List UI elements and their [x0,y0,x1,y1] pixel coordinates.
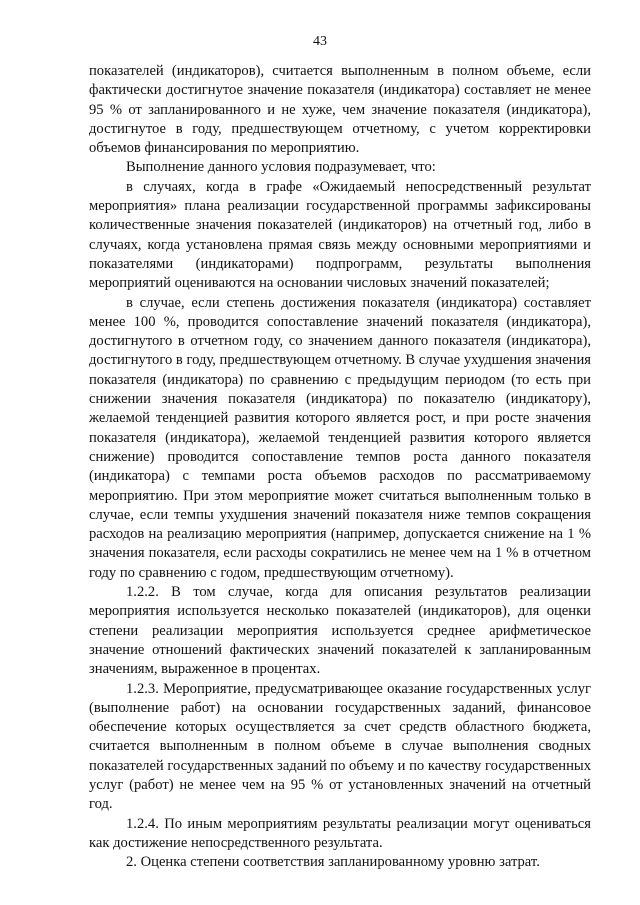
paragraph: Выполнение данного условия подразумевает, что: [126,159,436,176]
paragraph: 2. Оценка степени соответствия запланированному уровню затрат. [126,854,540,871]
paragraph: 1.2.2. В том случае, когда для описания результатов реализации мероприятия используется несколько показателей (индикаторов), для оценки степени реализации мероприятия используется среднее арифметическое значение отношений фактических значений показателей к запланированным значениям, выраженное в процентах. [89,584,591,678]
paragraph: 1.2.3. Мероприятие, предусматривающее оказание государственных услуг (выполнение работ) на основании государственных заданий, финансовое обеспечение которых осуществляется за счет средств областного бюджета, считается выполненным в полном объеме в случае выполнения сводных показателей государственных заданий по объему и по качеству государственных услуг (работ) не менее чем на 95 % от установленных значений на отчетный год. [89,680,591,813]
paragraph: 1.2.4. По иным мероприятиям результаты реализации могут оцениваться как достижение непосредственного результата. [89,815,591,851]
paragraph: в случае, если степень достижения показателя (индикатора) составляет менее 100 %, проводится сопоставление значений показателя (индикатора), достигнутого в отчетном году, со значением данного показателя (индикатора), достигнутого в году, предшествующем отчетному. В случае ухудшения значения показателя (индикатора) по сравнению с предыдущим периодом (то есть при снижении значения показателя (индикатора) по показателю (индикатору), желаемой тенденцией развития которого является рост, и при росте значения показателя (индикатора), желаемой тенденцией развития которого является снижение) проводится сопоставление темпов роста данного показателя (индикатора) с темпами роста объемов расходов по рассматриваемому мероприятию. При этом мероприятие может считаться выполненным только в случае, если темпы ухудшения значений показателя ниже темпов сокращения расходов на реализацию мероприятия (например, допускается снижение на 1 % значения показателя, если расходы сократились не менее чем на 1 % в отчетном году по сравнению с годом, предшествующим отчетному). [89,294,591,581]
paragraph: показателей (индикаторов), считается выполненным в полном объеме, если фактически достигнутое значение показателя (индикатора) составляет не менее 95 % от запланированного и не хуже, чем значение показателя (индикатора), достигнутое в году, предшествующем отчетному, с учетом корректировки объемов финансирования по мероприятию. [89,63,591,157]
page-number: 43 [313,34,327,49]
paragraph: в случаях, когда в графе «Ожидаемый непосредственный результат мероприятия» плана реализации государственной программы зафиксированы количественные значения показателей (индикаторов) на отчетный год, либо в случаях, когда установлена прямая связь между основными мероприятиями и показателями (индикаторами) подпрограмм, результаты выполнения мероприятий оцениваются на основании числовых значений показателей; [89,178,591,292]
body-text [89,62,591,872]
